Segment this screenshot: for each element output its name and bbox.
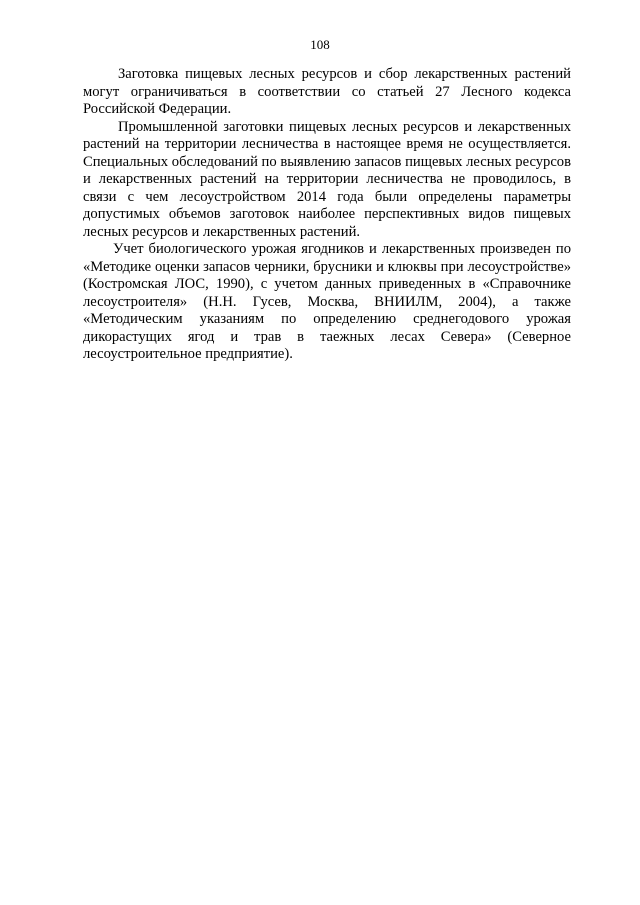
page-number: 108: [310, 37, 330, 52]
document-body: [83, 66, 571, 364]
paragraph-harvest-restrictions: Заготовка пищевых лесных ресурсов и сбор лекарственных растений могут ограничиваться в соответствии со статьей 27 Лесного кодекса Российской Федерации.: [83, 66, 571, 117]
paragraph-industrial-harvesting: Промышленной заготовки пищевых лесных ресурсов и лекарственных растений на территории лесничества в настоящее время не осуществляется. Специальных обследований по выявлению запасов пищевых лесных ресурсов и лекарственных растений на территории лесничества не проводилось, в связи с чем лесоустройством 2014 года были определены параметры допустимых объемов заготовок наиболее перспективных видов пищевых лесных ресурсов и лекарственных растений.: [83, 118, 571, 240]
paragraph-yield-accounting: Учет биологического урожая ягодников и лекарственных произведен по «Методике оценки запасов черники, брусники и клюквы при лесоустройстве» (Костромская ЛОС, 1990), с учетом данных приведенных в «Справочнике лесоустроителя» (Н.Н. Гусев, Москва, ВНИИЛМ, 2004), а также «Методическим указаниям по определению среднегодового урожая дикорастущих ягод и трав в таежных лесах Севера» (Северное лесоустроительное предприятие).: [83, 241, 571, 362]
